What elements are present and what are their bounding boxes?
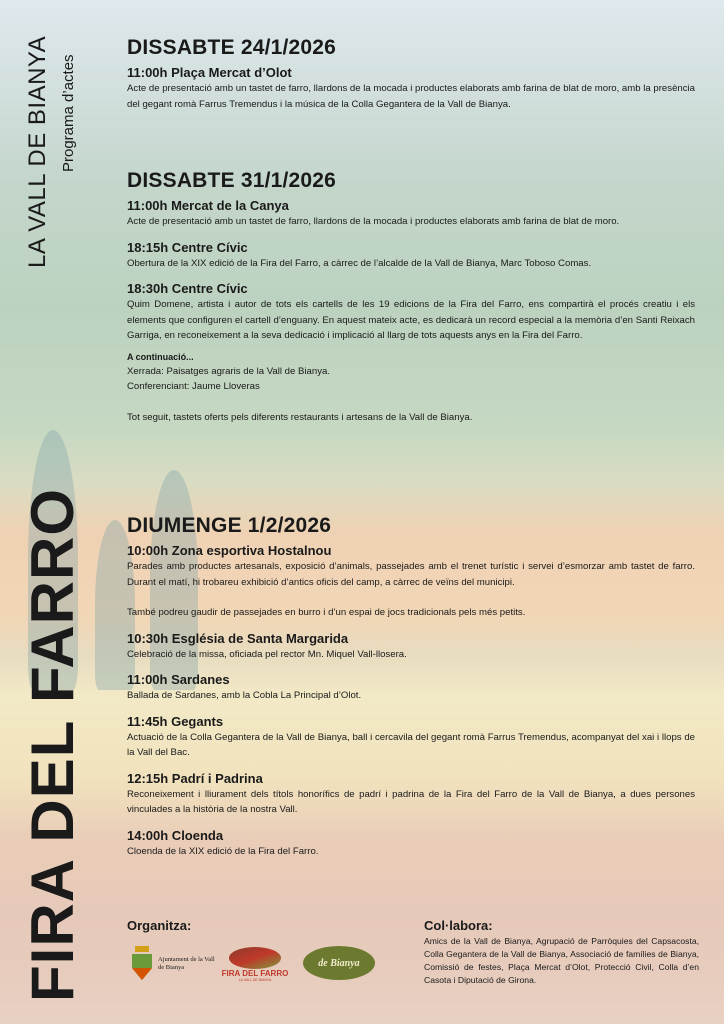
event-item: [127, 64, 695, 112]
event-description: Actuació de la Colla Gegantera de la Vall de Bianya, ball i cercavila del gegant romà Farrus Tremendus, acompanyat del xai i llops de la Vall del Bac.: [127, 731, 695, 758]
event-description: Acte de presentació amb un tastet de farro, llardons de la mocada i productes elaborats amb farina de blat de moro.: [127, 216, 620, 227]
event-title: 11:00h Sardanes: [127, 672, 230, 687]
day-section: [127, 36, 695, 121]
coat-of-arms-icon: [130, 946, 154, 982]
event-description: Acte de presentació amb un tastet de farro, llardons de la mocada i productes elaborats amb farina de blat de moro, amb la presència del gegant romà Farrus Tremendus i la música de la Colla Gegantera de la Vall de Bianya.: [127, 83, 695, 110]
event-item: [127, 671, 695, 704]
talk-title: Xerrada: Paisatges agraris de la Vall de Bianya.: [127, 365, 331, 377]
event-title: 11:00h Mercat de la Canya: [127, 198, 289, 213]
event-description: Reconeixement i lliurament dels títols honorífics de padrí i padrina de la Fira del Farro de la Vall de Bianya, a dues persones vinculades a la història de la nostra Vall.: [127, 788, 695, 815]
event-title: 11:00h Plaça Mercat d’Olot: [127, 65, 292, 80]
event-description: Ballada de Sardanes, amb la Cobla La Principal d’Olot.: [127, 690, 362, 701]
fair-title: FIRA DEL FARRO: [19, 487, 86, 1002]
brand-logo: de Bianya: [303, 946, 375, 980]
council-logo: Ajuntament de la Vall de Bianya: [130, 944, 220, 984]
event-item: [127, 827, 695, 860]
event-title: 18:30h Centre Cívic: [127, 281, 248, 296]
collaborators-heading: Col·labora:: [424, 918, 493, 933]
program-subtitle: Programa d’actes: [60, 54, 77, 172]
event-followup: Tot seguit, tastets oferts pels diferents restaurants i artesans de la Vall de Bianya.: [127, 411, 473, 423]
organizers-heading: Organitza:: [127, 918, 192, 933]
event-item: [127, 280, 695, 425]
event-title: 10:00h Zona esportiva Hostalnou: [127, 543, 332, 558]
event-title: 14:00h Cloenda: [127, 827, 224, 843]
event-title: 10:30h Església de Santa Margarida: [127, 630, 349, 646]
event-item: [127, 770, 695, 818]
event-description: Cloenda de la XIX edició de la Fira del Farro.: [127, 845, 319, 857]
organizers-section: [127, 918, 387, 941]
fair-logo: FIRA DEL FARRO LA VALL DE BIANYA: [218, 944, 292, 984]
collaborators-section: [424, 918, 699, 987]
event-title: 18:15h Centre Cívic: [127, 239, 248, 255]
event-item: [127, 630, 695, 663]
event-description: Celebració de la missa, oficiada pel rector Mn. Miquel Vall-llosera.: [127, 648, 407, 660]
event-title: 11:45h Gegants: [127, 713, 224, 729]
event-description: Obertura de la XIX edició de la Fira del Farro, a càrrec de l’alcalde de la Vall de Bianya, Marc Toboso Comas.: [127, 257, 592, 269]
day-section: [127, 514, 695, 868]
municipality-title: LA VALL DE BIANYA: [24, 35, 51, 268]
day-section: [127, 169, 695, 434]
event-item: [127, 542, 695, 621]
event-description: Parades amb productes artesanals, exposició d’animals, passejades amb el trenet turístic i servei d’esmorzar amb tastet de farro. Durant el matí, hi trobareu exhibició d’antics oficis del camp, a càrrec de veïns del municipi.: [127, 561, 695, 588]
event-item: [127, 239, 695, 272]
day-heading: DISSABTE 24/1/2026: [127, 36, 337, 59]
day-heading: DIUMENGE 1/2/2026: [127, 514, 332, 537]
event-extra: També podreu gaudir de passejades en burro i d’un espai de jocs tradicionals pels més petits.: [127, 607, 526, 618]
talk-speaker: Conferenciant: Jaume Lloveras: [127, 381, 260, 392]
day-heading: DISSABTE 31/1/2026: [127, 169, 337, 192]
collaborators-list: Amics de la Vall de Bianya, Agrupació de Parròquies del Capsacosta, Colla Gegantera de la Vall de Bianya, Associació de famílies de Bianya, Comissió de festes, Plaça Mercat d’Olot, Protecció Civil, Colla d’en Casota i Diputació de Girona.: [424, 936, 699, 985]
event-item: [127, 713, 695, 761]
event-title: 12:15h Padrí i Padrina: [127, 770, 263, 786]
event-description: Quim Domene, artista i autor de tots els cartells de les 19 edicions de la Fira del Farro, ens compartirà el procés creatiu i els elements que configuren el cartell d’enguany. En aquest mateix acte, es dedicarà un record especial a la memòria d’en Santi Reixach Garriga, en reconeixement a la seva dedicació i implicació al llarg de tots aquests anys en la Fira del Farro.: [127, 299, 695, 341]
continuation-label: A continuació...: [127, 351, 194, 362]
event-item: [127, 197, 695, 230]
